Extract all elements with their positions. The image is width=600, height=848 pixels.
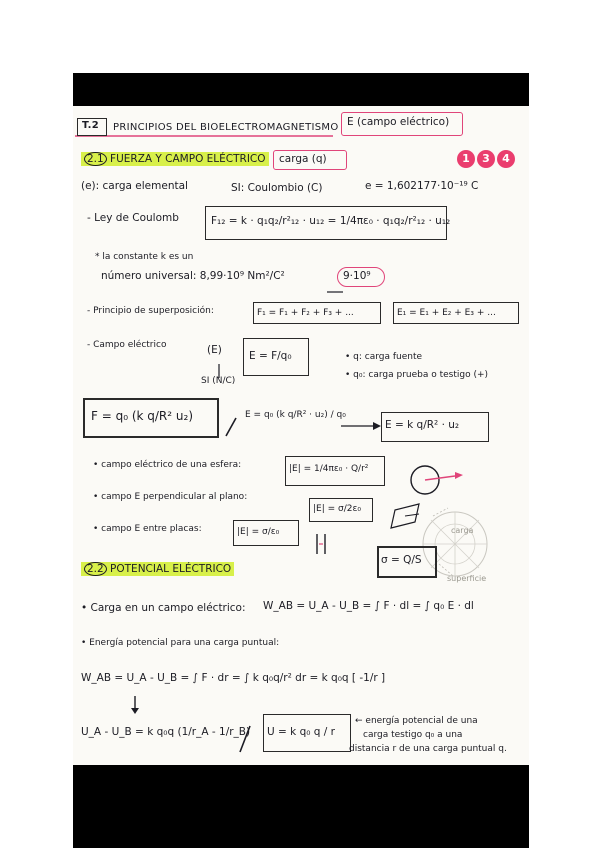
energy-formula: W_AB = U_A - U_B = ∫ F · dr = ∫ k q₀q/r² dr = k q₀q [ -1/r ] xyxy=(81,672,386,684)
field-derivation: E = q₀ (k q/R² · u₂) / q₀ xyxy=(245,410,346,420)
topic-number: T.2 xyxy=(82,120,99,131)
force-formula: F = q₀ (k q/R² u₂) xyxy=(91,409,193,423)
section-1-heading xyxy=(81,152,269,166)
badge-1: 1 xyxy=(457,150,475,168)
badge-4: 4 xyxy=(497,150,515,168)
badge-3: 3 xyxy=(477,150,495,168)
plates-formula: |E| = σ/ε₀ xyxy=(237,527,280,537)
sphere-formula: |E| = 1/4πε₀ · Q/r² xyxy=(289,464,369,474)
plates-label: • campo E entre placas: xyxy=(93,524,202,534)
section-2-number: 2.2 xyxy=(84,562,107,576)
section-2-title: POTENCIAL ELÉCTRICO xyxy=(110,563,232,575)
field-label: - Campo eléctrico xyxy=(87,340,167,350)
superposition-e: E₁ = E₁ + E₂ + E₃ + ... xyxy=(397,308,496,318)
si-unit: SI: Coulombio (C) xyxy=(231,182,323,194)
energy-label: • Energía potencial para una carga puntual: xyxy=(81,638,280,648)
k-note-line-2: número universal: 8,99·10⁹ Nm²/C² xyxy=(101,270,285,282)
potential-note-1: ← energía potencial de una xyxy=(355,716,478,726)
charge-box-label: carga (q) xyxy=(279,153,327,165)
k-approx: 9·10⁹ xyxy=(343,270,371,282)
top-black-bar xyxy=(73,73,529,106)
k-note-line-1: * la constante k es un xyxy=(95,252,194,262)
plane-label: • campo E perpendicular al plano: xyxy=(93,492,248,502)
section-1-title: FUERZA Y CAMPO ELÉCTRICO xyxy=(110,153,266,165)
field-result: E = k q/R² · u₂ xyxy=(385,419,460,431)
notebook-page xyxy=(73,106,529,765)
carga-note: carga xyxy=(451,526,474,535)
field-formula: E = F/q₀ xyxy=(249,350,292,362)
q-test-note: • q₀: carga prueba o testigo (+) xyxy=(345,370,489,380)
sphere-label: • campo eléctrico de una esfera: xyxy=(93,460,242,470)
section-2-heading xyxy=(81,562,234,576)
field-units-symbol: (E) xyxy=(207,344,222,356)
field-units-si: SI (N/C) xyxy=(201,376,236,386)
elemental-charge: (e): carga elemental xyxy=(81,180,188,192)
section-1-number: 2.1 xyxy=(84,152,107,166)
field-box-label: E (campo eléctrico) xyxy=(347,116,450,128)
sigma-formula: σ = Q/S xyxy=(381,554,422,566)
superficie-note: superficie xyxy=(447,574,487,583)
potential-note-2: carga testigo q₀ a una xyxy=(363,730,463,740)
coulomb-law-label: - Ley de Coulomb xyxy=(87,212,179,224)
bottom-black-bar xyxy=(73,765,529,848)
work-label: • Carga en un campo eléctrico: xyxy=(81,602,246,614)
work-formula: W_AB = U_A - U_B = ∫ F · dl = ∫ q₀ E · dl xyxy=(263,600,474,612)
potential-formula: U = k q₀ q / r xyxy=(267,726,335,738)
potential-difference: U_A - U_B = k q₀q (1/r_A - 1/r_B) xyxy=(81,726,251,738)
coulomb-formula: F₁₂ = k · q₁q₂/r²₁₂ · u₁₂ = 1/4πε₀ · q₁q₂/r²₁₂ · u₁₂ xyxy=(211,215,451,227)
page-title: PRINCIPIOS DEL BIOELECTROMAGNETISMO xyxy=(113,122,339,133)
q-source-note: • q: carga fuente xyxy=(345,352,423,362)
potential-note-3: distancia r de una carga puntual q. xyxy=(349,744,507,754)
superposition-f: F₁ = F₁ + F₂ + F₃ + ... xyxy=(257,308,354,318)
plane-formula: |E| = σ/2ε₀ xyxy=(313,504,361,514)
e-value: e = 1,602177·10⁻¹⁹ C xyxy=(365,180,479,192)
superposition-label: - Principio de superposición: xyxy=(87,306,214,316)
